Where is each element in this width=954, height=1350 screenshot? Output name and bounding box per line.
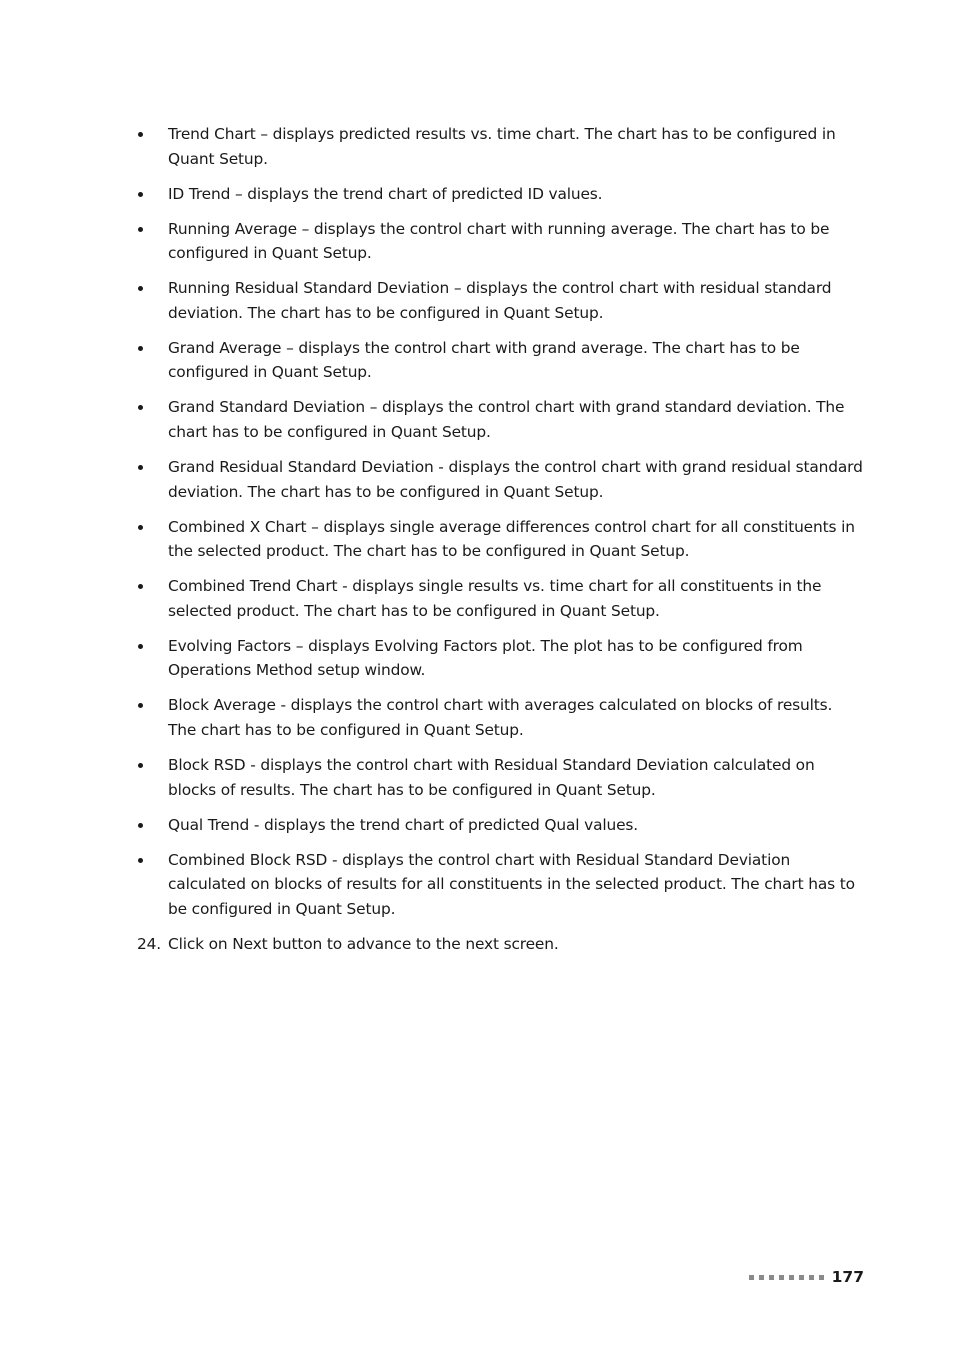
list-item-text: Combined Block RSD - displays the control chart with Residual Standard Deviation calculated on blocks of results for all constituents in the selected product. The chart has to be configured in Quant Setup. <box>168 850 855 918</box>
list-item <box>137 336 865 385</box>
step-24 <box>137 932 865 957</box>
list-item-text: Combined Trend Chart - displays single results vs. time chart for all constituents in the selected product. The chart has to be configured in Quant Setup. <box>168 577 822 620</box>
list-item <box>137 574 865 623</box>
list-item-text: Block Average - displays the control chart with averages calculated on blocks of results. The chart has to be configured in Quant Setup. <box>168 696 833 739</box>
bullet-icon <box>138 525 143 530</box>
list-item-text: Running Average – displays the control chart with running average. The chart has to be configured in Quant Setup. <box>168 219 830 263</box>
footer-dot <box>819 1275 824 1280</box>
chart-types-list <box>137 122 865 921</box>
footer-dots-decoration <box>749 1275 824 1280</box>
bullet-icon <box>138 823 143 828</box>
list-item <box>137 217 865 266</box>
step-number: 24. <box>137 934 162 953</box>
step-text: Click on Next button to advance to the next screen. <box>168 934 559 953</box>
list-item-text: Grand Average – displays the control chart with grand average. The chart has to be configured in Quant Setup. <box>168 338 800 382</box>
page-number: 177 <box>831 1268 864 1286</box>
footer-dot <box>759 1275 764 1280</box>
list-item <box>137 276 865 325</box>
list-item <box>137 848 865 922</box>
list-item-text: Trend Chart – displays predicted results vs. time chart. The chart has to be configured in Quant Setup. <box>168 125 836 168</box>
list-item <box>137 455 865 504</box>
bullet-icon <box>138 763 143 768</box>
bullet-icon <box>138 346 143 351</box>
list-item <box>137 395 865 444</box>
list-item-text: Running Residual Standard Deviation – displays the control chart with residual standard deviation. The chart has to be configured in Quant Setup. <box>168 279 832 322</box>
bullet-icon <box>138 192 143 197</box>
list-item <box>137 813 865 838</box>
list-item-text: ID Trend – displays the trend chart of predicted ID values. <box>168 184 603 203</box>
list-item-text: Combined X Chart – displays single average differences control chart for all constituents in the selected product. The chart has to be configured in Quant Setup. <box>168 517 855 561</box>
list-item <box>137 182 865 207</box>
bullet-icon <box>138 465 143 470</box>
bullet-icon <box>138 286 143 291</box>
list-item <box>137 693 865 742</box>
bullet-icon <box>138 405 143 410</box>
footer-dot <box>789 1275 794 1280</box>
page-footer <box>749 1268 864 1286</box>
list-item <box>137 515 865 564</box>
list-item <box>137 753 865 802</box>
bullet-icon <box>138 703 143 708</box>
list-item-text: Grand Residual Standard Deviation - displays the control chart with grand residual standard deviation. The chart has to be configured in Quant Setup. <box>168 458 863 501</box>
bullet-icon <box>138 858 143 863</box>
footer-dot <box>779 1275 784 1280</box>
list-item-text: Block RSD - displays the control chart with Residual Standard Deviation calculated on blocks of results. The chart has to be configured in Quant Setup. <box>168 756 815 799</box>
footer-dot <box>809 1275 814 1280</box>
bullet-icon <box>138 227 143 232</box>
list-item-text: Evolving Factors – displays Evolving Factors plot. The plot has to be configured from Operations Method setup window. <box>168 636 803 680</box>
list-item-text: Grand Standard Deviation – displays the control chart with grand standard deviation. The chart has to be configured in Quant Setup. <box>168 398 845 441</box>
bullet-icon <box>138 132 143 137</box>
bullet-icon <box>138 644 143 649</box>
list-item <box>137 122 865 171</box>
list-item <box>137 634 865 683</box>
bullet-icon <box>138 584 143 589</box>
list-item-text: Qual Trend - displays the trend chart of predicted Qual values. <box>168 815 639 834</box>
footer-dot <box>799 1275 804 1280</box>
page-content <box>137 122 865 956</box>
footer-dot <box>769 1275 774 1280</box>
footer-dot <box>749 1275 754 1280</box>
